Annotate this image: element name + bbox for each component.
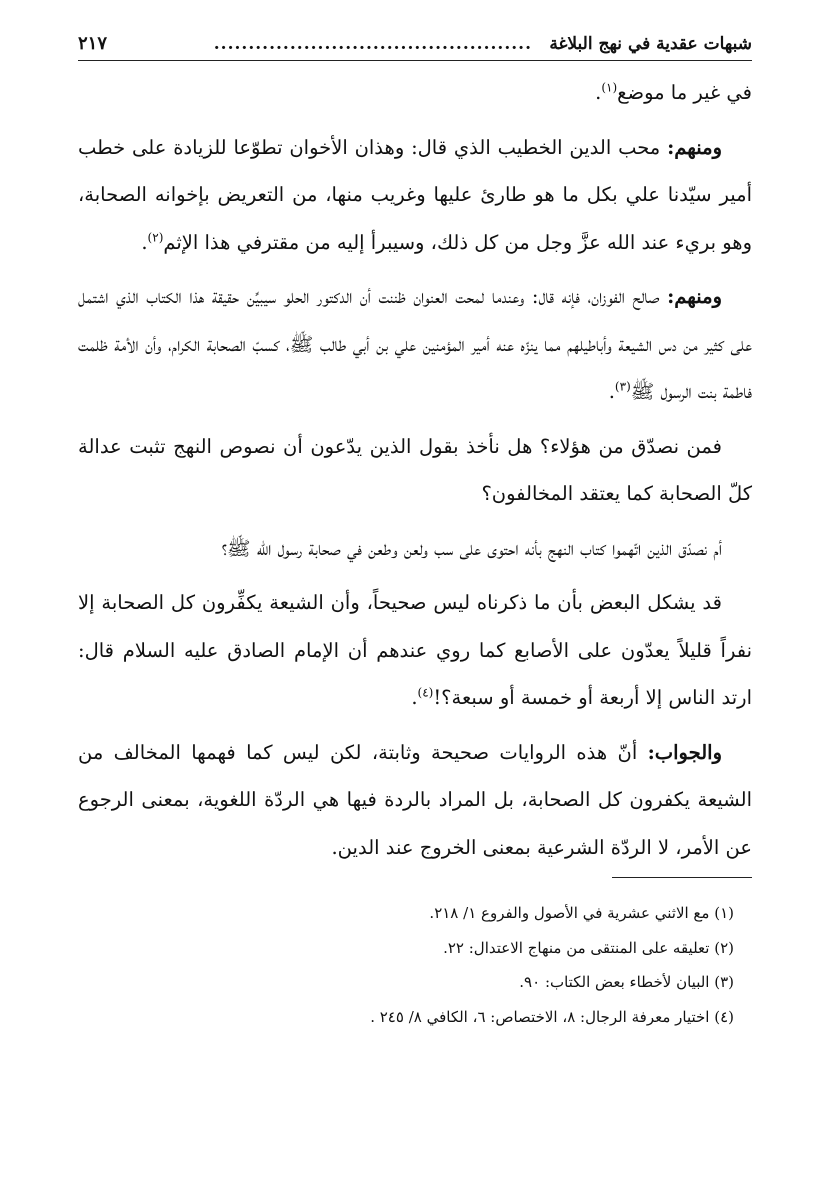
paragraph-text: أم نصدّق الذين اتّهموا كتاب النهج بأنه احتوى على سب ولعن وطعن في صحابة رسول الله ﷺ؟ bbox=[221, 536, 722, 560]
footnote-ref: (٣) bbox=[614, 379, 631, 394]
paragraph-text: محب الدين الخطيب الذي قال: وهذان الأخوان تطوّعا للزيادة على خطب أمير سيّدنا علي بكل ما هو طارئ عليها وغريب منها، من التعريض بإخوانه الصحابة، وهو بريء عند الله عزَّ وجل من كل ذلك، وسيبرأ إليه من مقترفي هذا الإثم bbox=[78, 135, 752, 254]
main-text bbox=[78, 69, 752, 871]
footnote: (١) مع الاثني عشرية في الأصول والفروع ١/ ٢١٨. bbox=[429, 904, 734, 922]
footnote-ref: (٤) bbox=[417, 685, 434, 700]
document-page bbox=[78, 28, 752, 1138]
paragraph bbox=[78, 579, 752, 722]
paragraph-text: صالح الفوزان، فإنه قال: وعندما لمحت العنوان ظننت أن الدكتور الحلو سيبيِّن حقيقة هذا الكتاب الذي اشتمل على كثير من دس الشيعة وأباطيلهم مما ينزّه عنه أمير المؤمنين علي بن أبي طالب ﷺ، كسبّ الصحابة الكرام، وأن الأمة ظلمت فاطمة بنت الرسول ﷺ bbox=[78, 285, 752, 403]
paragraph-text: قد يشكل البعض بأن ما ذكرناه ليس صحيحاً، وأن الشيعة يكفِّرون كل الصحابة إلا نفراً قليلاً يعدّون على الأصابع كما روي عندهم أن الإمام الصادق عليه السلام قال: ارتد الناس إلا أربعة أو خمسة أو سبعة؟! bbox=[78, 591, 752, 709]
paragraph-text: فمن نصدّق من هؤلاء؟ هل نأخذ بقول الذين يدّعون أن نصوص النهج تثبت عدالة كلّ الصحابة كما يعتقد المخالفون؟ bbox=[78, 434, 752, 505]
paragraph-lead: ومنهم: bbox=[667, 135, 722, 159]
paragraph bbox=[78, 729, 752, 872]
footnote: (٢) تعليقه على المنتقى من منهاج الاعتدال: ٢٢. bbox=[443, 938, 734, 957]
paragraph bbox=[78, 525, 752, 573]
footnote-ref: (١) bbox=[601, 80, 618, 95]
paragraph bbox=[78, 273, 752, 416]
book-title: شبهات عقدية في نهج البلاغة bbox=[549, 34, 752, 54]
paragraph-lead: ومنهم: bbox=[667, 285, 722, 308]
paragraph-end: . bbox=[595, 81, 602, 104]
paragraph-end: . bbox=[141, 230, 148, 254]
running-header bbox=[78, 28, 752, 61]
paragraph-end: . bbox=[411, 686, 418, 709]
paragraph bbox=[78, 124, 752, 267]
footnote: (٤) اختيار معرفة الرجال: ٨، الاختصاص: ٦، الكافي ٨/ ٢٤٥ . bbox=[370, 1007, 734, 1026]
page-number: ٢١٧ bbox=[78, 33, 108, 54]
paragraph-end: . bbox=[608, 380, 615, 403]
paragraph-text: في غير ما موضع bbox=[617, 81, 752, 104]
footnote-ref: (٢) bbox=[147, 230, 164, 244]
paragraph bbox=[78, 423, 752, 518]
paragraph-lead: والجواب: bbox=[647, 740, 722, 764]
header-leader-dots: .............................................. bbox=[213, 34, 532, 54]
footnote-divider bbox=[612, 877, 752, 878]
paragraph-text: أنّ هذه الروايات صحيحة وثابتة، لكن ليس كما فهمها المخالف من الشيعة يكفرون كل الصحابة، بل المراد بالردة فيها هي الردّة اللغوية، بمعنى الرجوع عن الأمر، لا الردّة الشرعية بمعنى الخروج عند الدين. bbox=[78, 740, 752, 859]
paragraph bbox=[78, 69, 752, 117]
footnote: (٣) البيان لأخطاء بعض الكتاب: ٩٠. bbox=[519, 973, 734, 991]
footnotes bbox=[78, 896, 752, 1034]
